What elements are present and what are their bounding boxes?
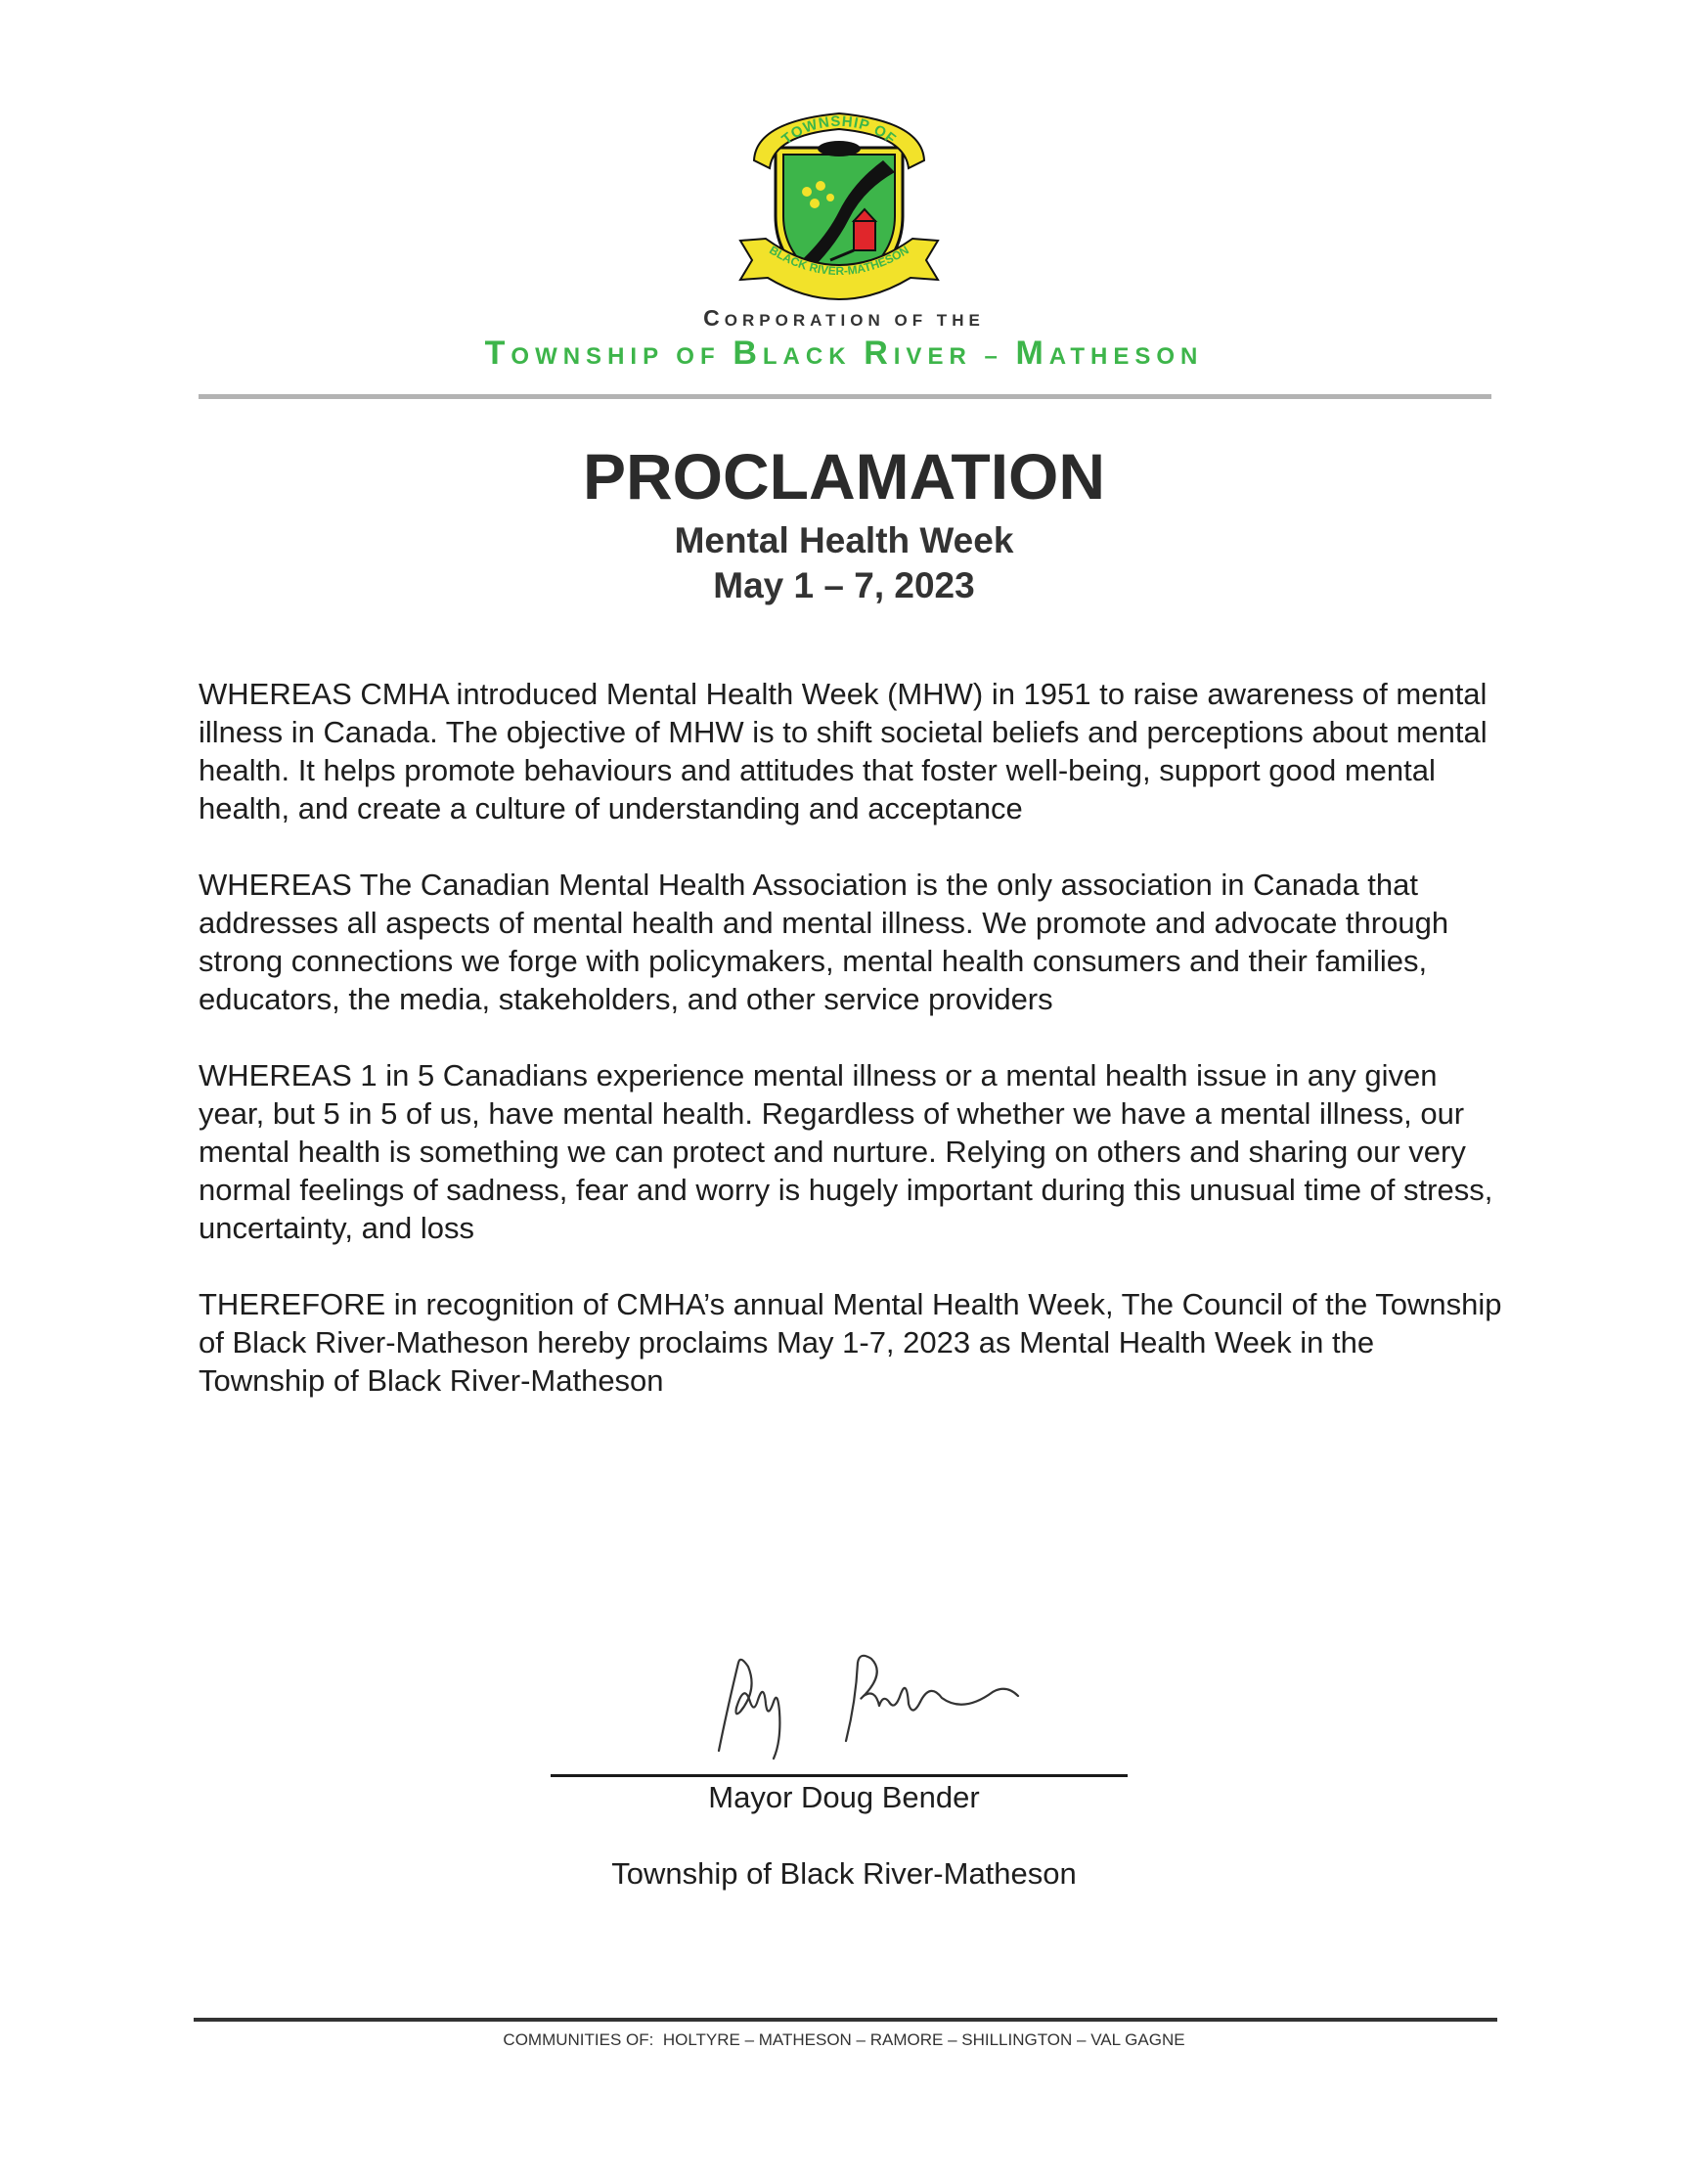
proclamation-body xyxy=(199,675,1504,1438)
township-heading-initial: B xyxy=(733,334,763,372)
township-heading-initial: R xyxy=(864,334,894,372)
signature-line xyxy=(551,1774,1128,1777)
document-title: PROCLAMATION xyxy=(582,440,1106,513)
township-heading xyxy=(0,334,1688,373)
corporation-heading xyxy=(0,305,1688,332)
township-heading-part: OWNSHIP OF xyxy=(511,343,733,370)
handwritten-signature-icon xyxy=(680,1643,1051,1770)
footer-communities xyxy=(0,2030,1688,2050)
footer-community-list: HOLTYRE – MATHESON – RAMORE – SHILLINGTON – VAL GAGNE xyxy=(662,2030,1185,2049)
footer-divider xyxy=(194,2018,1497,2022)
whereas-paragraph-2: WHEREAS The Canadian Mental Health Association is the only association in Canada that addresses all aspects of mental health and mental illness. We promote and advocate through strong connections we forge with policymakers, mental health consumers and their families, educators, the media, stakeholders, and other service providers xyxy=(199,868,1449,1016)
township-crest-icon xyxy=(736,104,942,309)
township-heading-initial: M xyxy=(1015,334,1049,372)
township-heading-part: IVER – xyxy=(893,343,1016,370)
township-heading-part: LACK xyxy=(762,343,865,370)
corporation-heading-initial: C xyxy=(703,305,725,331)
crest-bottom-banner-text: BLACK RIVER-MATHESON xyxy=(767,243,911,279)
subtitle-dates: May 1 – 7, 2023 xyxy=(713,565,975,606)
signer-name: Mayor Doug Bender xyxy=(708,1780,980,1814)
township-heading-initial: T xyxy=(484,334,511,372)
document-subtitle xyxy=(0,518,1688,609)
corporation-heading-rest: ORPORATION OF THE xyxy=(724,311,985,330)
subtitle-event: Mental Health Week xyxy=(674,520,1014,560)
therefore-paragraph: THEREFORE in recognition of CMHA’s annual Mental Health Week, The Council of the Township of Black River-Matheson hereby proclaims May 1-7, 2023 as Mental Health Week in the Township of Black River-Matheson xyxy=(199,1287,1502,1398)
crest-top-banner-text: TOWNSHIP OF xyxy=(778,112,900,149)
header-divider xyxy=(199,394,1491,399)
township-heading-part: ATHESON xyxy=(1048,343,1204,370)
whereas-paragraph-3: WHEREAS 1 in 5 Canadians experience mental illness or a mental health issue in any given year, but 5 in 5 of us, have mental health. Regardless of whether we have a mental illness, our mental health is something we can protect and nurture. Relying on others and sharing our very normal feelings of sadness, fear and worry is hugely important during this unusual time of stress, uncertainty, and loss xyxy=(199,1058,1493,1245)
footer-label: COMMUNITIES OF: xyxy=(503,2030,654,2049)
signer-organization: Township of Black River-Matheson xyxy=(611,1856,1077,1891)
whereas-paragraph-1: WHEREAS CMHA introduced Mental Health Week (MHW) in 1951 to raise awareness of mental illness in Canada. The objective of MHW is to shift societal beliefs and perceptions about mental health. It helps promote behaviours and attitudes that foster well-being, support good mental health, and create a culture of understanding and acceptance xyxy=(199,677,1488,825)
